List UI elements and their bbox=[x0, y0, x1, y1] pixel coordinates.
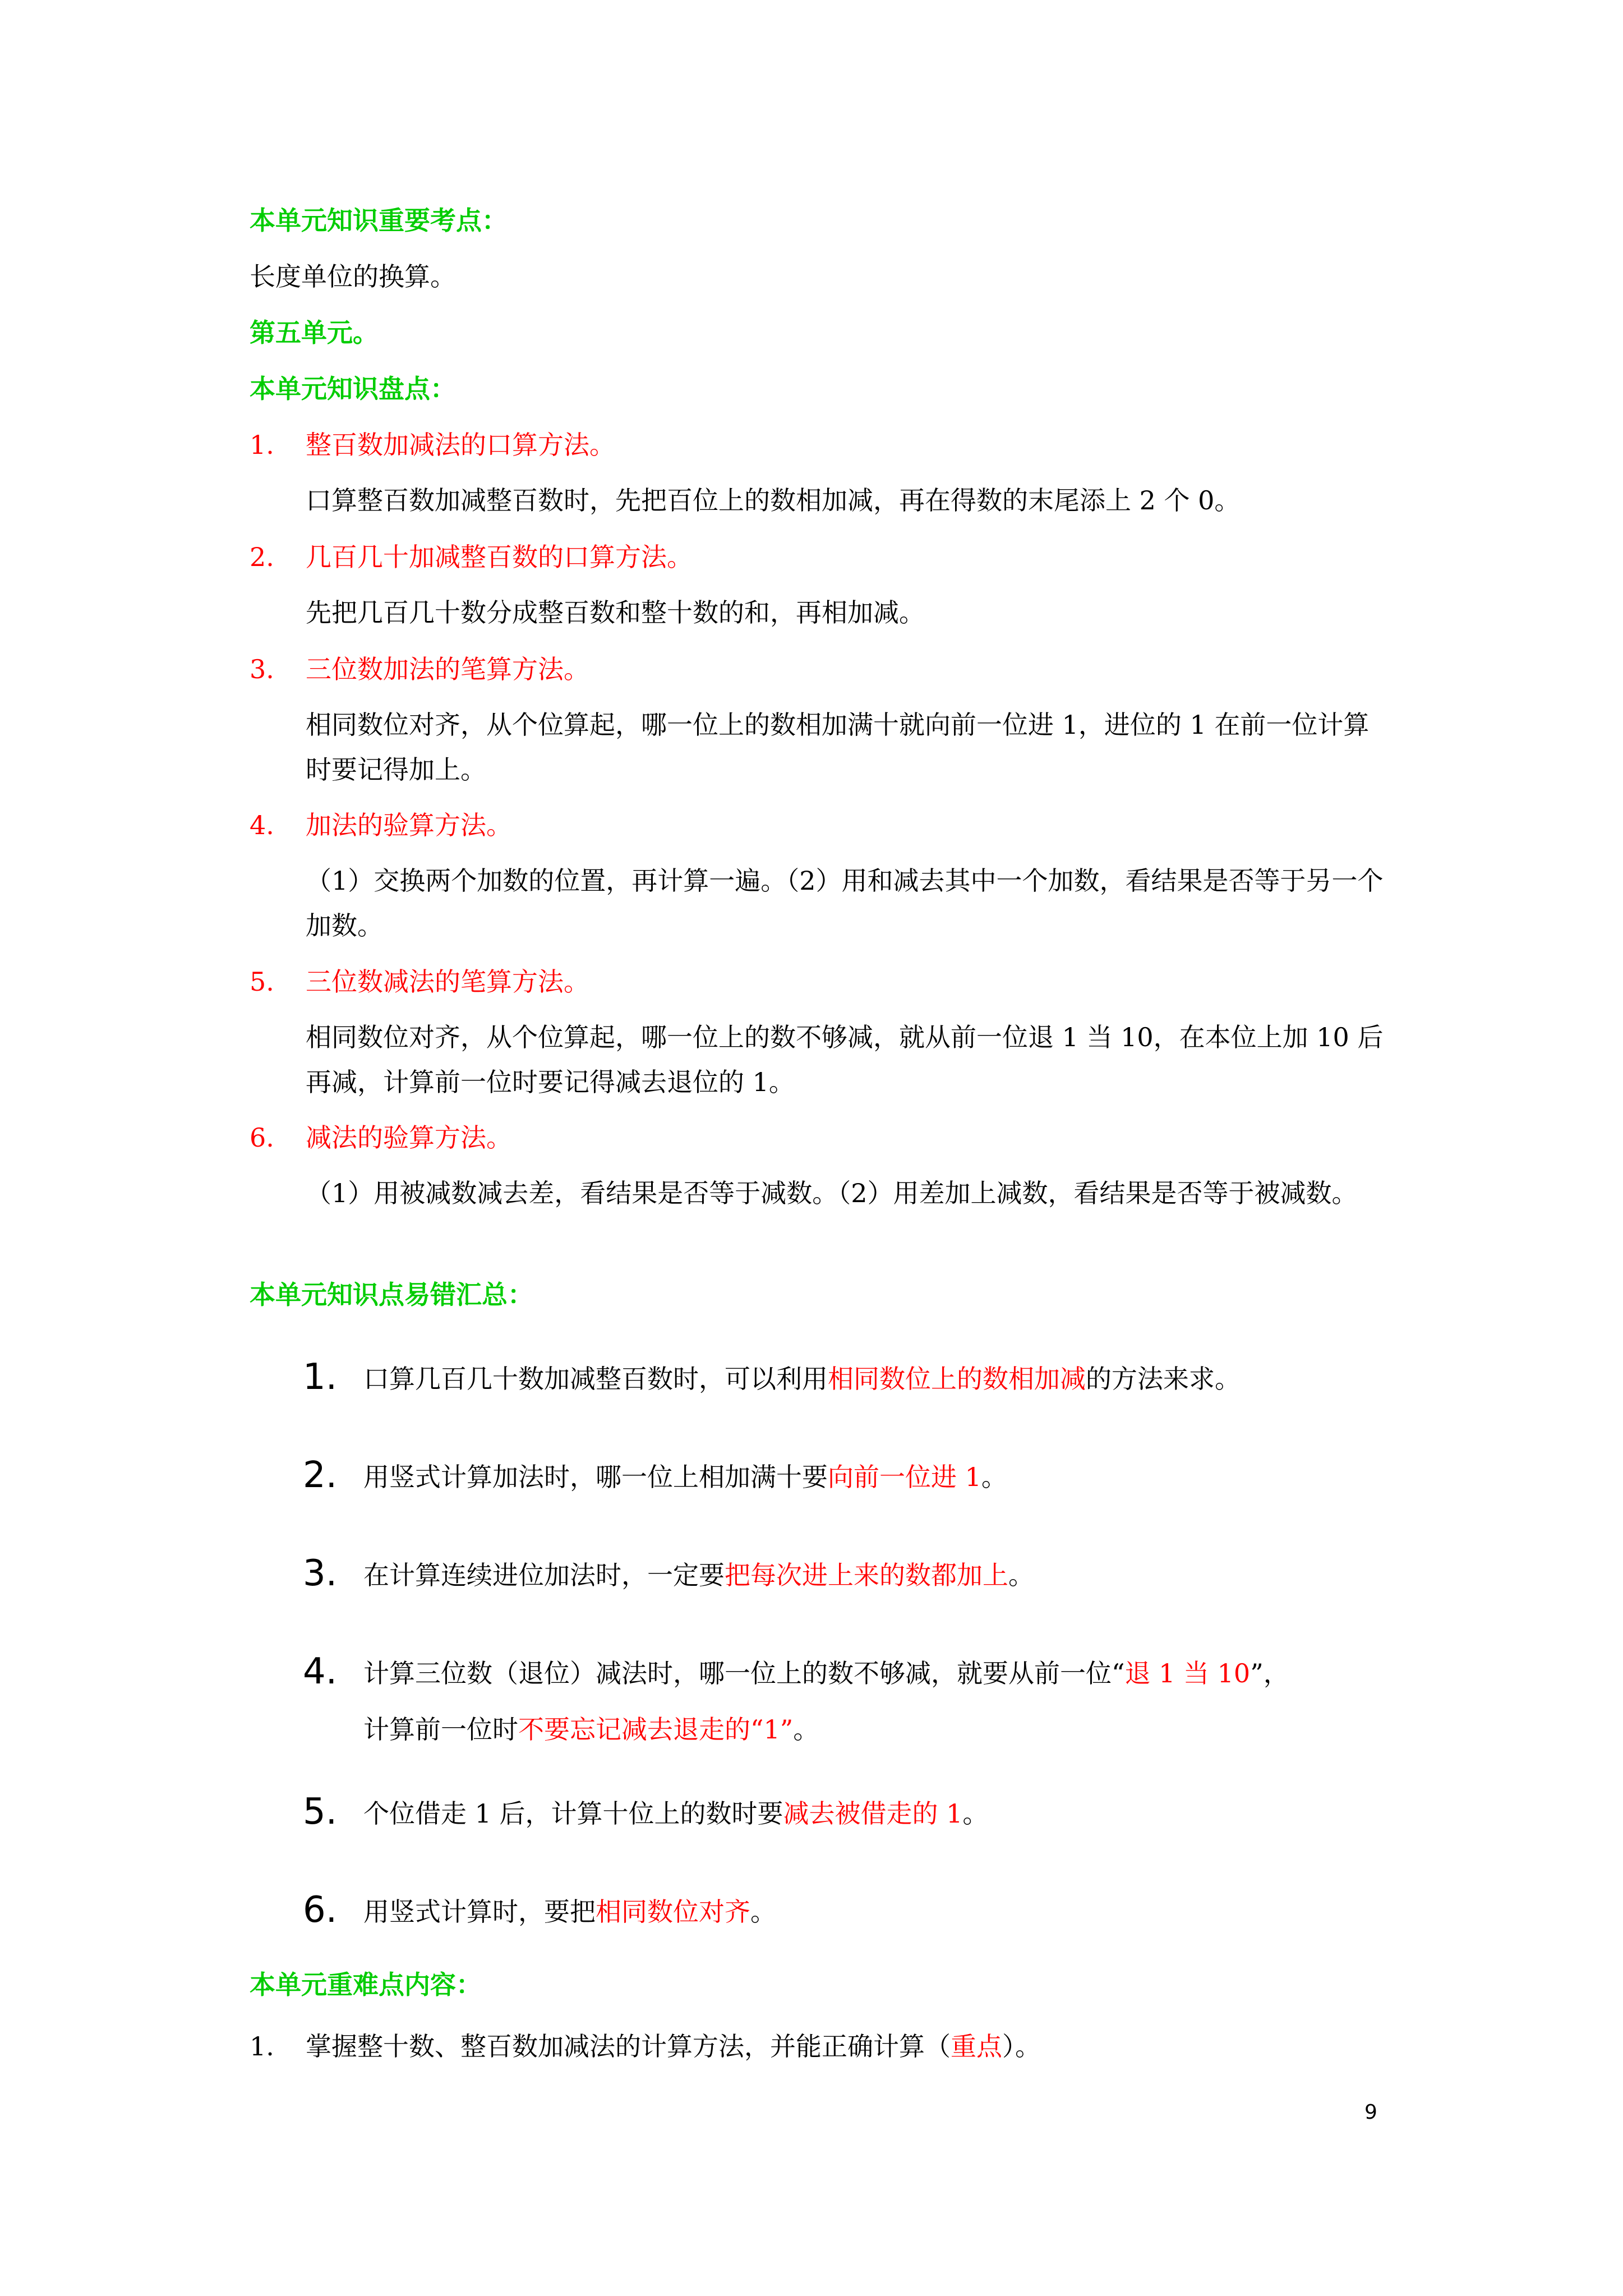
key-points-text: 长度单位的换算。 bbox=[250, 261, 456, 292]
inventory-item-title: 减法的验算方法。 bbox=[306, 1122, 512, 1153]
inventory-item-body: 相同数位对齐，从个位算起，哪一位上的数相加满十就向前一位进 1，进位的 1 在前一位计算时要记得加上。 bbox=[306, 710, 1370, 785]
difficulty-item-number: 1. bbox=[250, 2031, 274, 2062]
inventory-item-title: 几百几十加减整百数的口算方法。 bbox=[306, 542, 693, 572]
inventory-item-title: 三位数减法的笔算方法。 bbox=[306, 967, 589, 997]
error-item-number: 6. bbox=[303, 1889, 338, 1931]
error-item-number: 2. bbox=[303, 1455, 338, 1496]
inventory-item-number: 4. bbox=[250, 810, 274, 840]
inventory-item-body: 口算整百数加减整百数时，先把百位上的数相加减，再在得数的末尾添上 2 个 0。 bbox=[306, 485, 1241, 516]
inventory-item-body: 相同数位对齐，从个位算起，哪一位上的数不够减，就从前一位退 1 当 10，在本位上加 10 后再减，计算前一位时要记得减去退位的 1。 bbox=[306, 1022, 1384, 1097]
inventory-item-number: 3. bbox=[250, 654, 274, 684]
error-item-number: 1. bbox=[303, 1356, 338, 1398]
unit-heading: 第五单元。 bbox=[250, 318, 379, 348]
inventory-item-title: 加法的验算方法。 bbox=[306, 810, 512, 840]
inventory-item-title: 三位数加法的笔算方法。 bbox=[306, 654, 589, 684]
inventory-item-body: （1）交换两个加数的位置，再计算一遍。（2）用和减去其中一个加数，看结果是否等于另一个加数。 bbox=[306, 866, 1384, 941]
error-item-text: 用竖式计算加法时，哪一位上相加满十要向前一位进 1。 bbox=[363, 1462, 1007, 1492]
error-item-number: 5. bbox=[303, 1791, 338, 1833]
inventory-item-body: 先把几百几十数分成整百数和整十数的和，再相加减。 bbox=[306, 597, 925, 628]
error-item-number: 3. bbox=[303, 1553, 338, 1594]
inventory-item-number: 5. bbox=[250, 967, 274, 997]
key-points-heading: 本单元知识重要考点： bbox=[250, 205, 508, 236]
error-item-text: 口算几百几十数加减整百数时，可以利用相同数位上的数相加减的方法来求。 bbox=[363, 1364, 1241, 1394]
error-item-text: 个位借走 1 后，计算十位上的数时要减去被借走的 1。 bbox=[363, 1798, 989, 1829]
page-number: 9 bbox=[1364, 2101, 1377, 2124]
error-item-text: 用竖式计算时，要把相同数位对齐。 bbox=[363, 1897, 776, 1927]
inventory-item-body: （1）用被减数减去差，看结果是否等于减数。（2）用差加上减数，看结果是否等于被减数。 bbox=[306, 1178, 1358, 1208]
errors-heading: 本单元知识点易错汇总： bbox=[250, 1280, 533, 1310]
inventory-item-number: 2. bbox=[250, 542, 274, 572]
difficulty-heading: 本单元重难点内容： bbox=[250, 1970, 482, 2000]
inventory-item-title: 整百数加减法的口算方法。 bbox=[306, 430, 615, 460]
inventory-heading: 本单元知识盘点： bbox=[250, 374, 456, 404]
error-item-number: 4. bbox=[303, 1651, 338, 1692]
inventory-item-number: 1. bbox=[250, 430, 274, 460]
inventory-item-number: 6. bbox=[250, 1122, 274, 1153]
error-item-text: 在计算连续进位加法时，一定要把每次进上来的数都加上。 bbox=[363, 1560, 1034, 1590]
error-item-text: 计算三位数（退位）减法时，哪一位上的数不够减，就要从前一位“退 1 当 10”， bbox=[363, 1658, 1289, 1688]
error-item-text-line2: 计算前一位时不要忘记减去退走的“1”。 bbox=[363, 1714, 819, 1745]
difficulty-item-text: 掌握整十数、整百数加减法的计算方法，并能正确计算（重点）。 bbox=[306, 2031, 1041, 2062]
